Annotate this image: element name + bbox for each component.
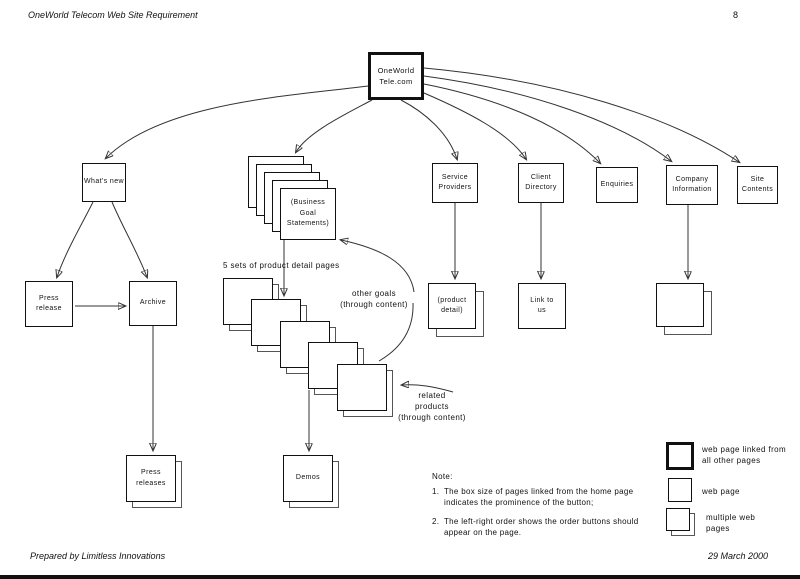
node-whats-new (82, 163, 126, 202)
note-item-1-number: 1. (432, 486, 440, 496)
node-archive (129, 281, 177, 326)
node-company-information-label: Company Information (672, 175, 712, 193)
edge-root-enquiries (424, 84, 600, 163)
node-client-directory (518, 163, 564, 203)
node-press-releases (126, 455, 176, 502)
note-item-1 (432, 487, 650, 509)
product-stack-5 (337, 364, 387, 411)
related-products-line1: related (418, 391, 446, 400)
node-link-to-us (518, 283, 566, 329)
edge-othergoals-to-products (379, 303, 413, 361)
header-title: OneWorld Telecom Web Site Requirement (28, 10, 198, 20)
edge-root-whats-new (106, 86, 368, 158)
node-press-releases-label: Press releases (136, 469, 166, 487)
node-press-release-label: Press release (36, 294, 62, 312)
edge-root-business-goals (296, 100, 372, 152)
note-item-2-number: 2. (432, 517, 440, 527)
node-business-goals-label: (Business Goal Statements) (286, 199, 330, 228)
node-demos (283, 455, 333, 502)
legend-icon-home-page (666, 442, 694, 470)
node-business-goals (280, 188, 336, 240)
node-enquiries-label: Enquiries (600, 180, 634, 188)
legend-icon-web-page (668, 478, 692, 502)
page-bottom-rule (0, 575, 800, 579)
edge-root-client-directory (424, 93, 526, 159)
node-product-detail (428, 283, 476, 329)
edge-root-company-information (424, 76, 671, 161)
related-products-line3: (through content) (398, 413, 466, 423)
node-demos-label: Demos (295, 474, 321, 482)
node-press-release (25, 281, 73, 327)
related-products-annotation (394, 390, 470, 424)
node-company-pages (656, 283, 704, 327)
node-company-information (666, 165, 718, 205)
other-goals-line1: other goals (352, 289, 396, 298)
node-archive-label: Archive (139, 299, 167, 307)
note-item-2-text: The left-right order shows the order buttons should appear on the page. (444, 517, 639, 538)
note-block (432, 472, 650, 539)
node-link-to-us-label: Link to us (530, 296, 554, 314)
legend-icon-multi-page (666, 508, 690, 531)
node-site-contents (737, 166, 778, 204)
legend-label-web-page: web page (702, 487, 740, 496)
edge-whatsnew-archive (112, 202, 147, 277)
edge-whatsnew-press-release (57, 202, 93, 277)
note-title: Note: (432, 472, 453, 481)
footer-author: Prepared by Limitless Innovations (30, 551, 166, 561)
node-home-page (368, 52, 424, 100)
node-client-directory-label: Client Directory (525, 173, 557, 191)
other-goals-line2: (through content) (340, 300, 408, 310)
note-item-2 (432, 517, 650, 539)
other-goals-annotation (332, 288, 416, 310)
related-products-line2: products (415, 402, 449, 412)
footer-date: 29 March 2000 (708, 551, 769, 561)
node-enquiries (596, 167, 638, 203)
node-service-providers (432, 163, 478, 203)
note-item-1-text: The box size of pages linked from the home page indicates the prominence of the button; (444, 486, 634, 507)
node-service-providers-label: Service Providers (438, 173, 472, 191)
node-product-detail-label: (product detail) (437, 296, 467, 314)
node-site-contents-label: Site Contents (741, 175, 774, 193)
legend-label-multi-page: multiple web pages (706, 513, 756, 534)
page-number: 8 (733, 10, 739, 20)
product-pages-caption: 5 sets of product detail pages (223, 261, 340, 270)
node-whats-new-label: What's new (84, 178, 124, 186)
node-home-label: OneWorld Tele.com (377, 65, 415, 86)
legend-label-home-page: web page linked from all other pages (702, 445, 787, 466)
edge-root-service-providers (401, 100, 457, 159)
